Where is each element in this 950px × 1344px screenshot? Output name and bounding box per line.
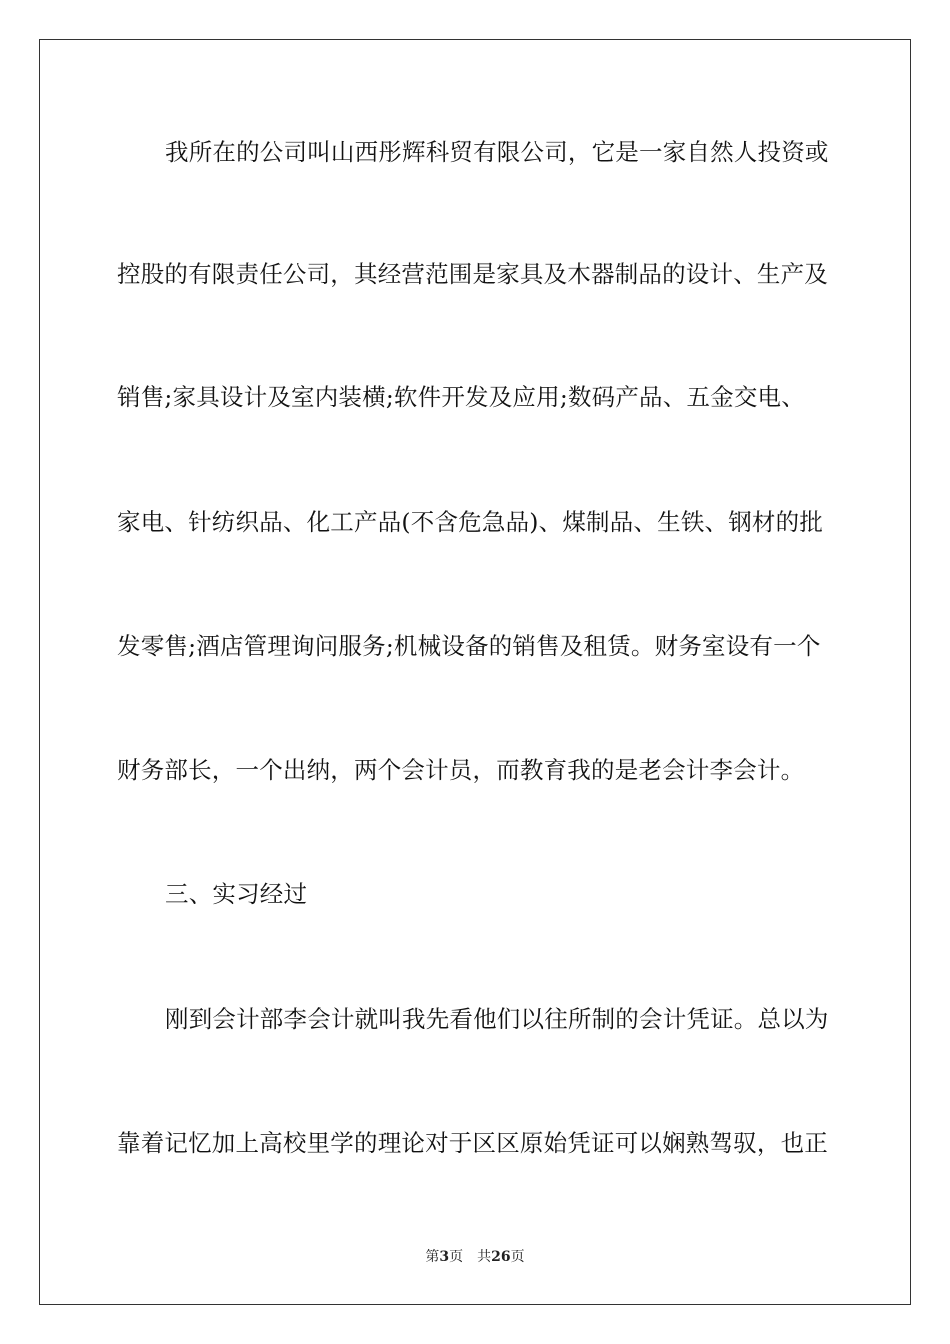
paragraph-line: 财务部长，一个出纳，两个会计员，而教育我的是老会计李会计。 xyxy=(117,756,805,784)
page-border xyxy=(39,39,911,1305)
paragraph-line: 家电、针纺织品、化工产品(不含危急品)、煤制品、生铁、钢材的批 xyxy=(117,508,824,536)
paragraph-line: 靠着记忆加上高校里学的理论对于区区原始凭证可以娴熟驾驭，也正 xyxy=(117,1129,828,1157)
paragraph-line: 刚到会计部李会计就叫我先看他们以往所制的会计凭证。总以为 xyxy=(165,1005,829,1033)
paragraph-line: 销售;家具设计及室内装横;软件开发及应用;数码产品、五金交电、 xyxy=(117,383,805,411)
page-footer xyxy=(0,1248,950,1266)
paragraph-line: 发零售;酒店管理询问服务;机械设备的销售及租赁。财务室设有一个 xyxy=(117,632,821,660)
page-prefix: 第 xyxy=(425,1249,440,1265)
page-total: 26 xyxy=(491,1249,511,1265)
paragraph-line: 控股的有限责任公司，其经营范围是家具及木器制品的设计、生产及 xyxy=(117,260,828,288)
total-prefix: 共 xyxy=(477,1249,492,1265)
total-suffix: 页 xyxy=(510,1249,525,1265)
page-suffix: 页 xyxy=(449,1249,464,1265)
paragraph-line: 我所在的公司叫山西彤辉科贸有限公司，它是一家自然人投资或 xyxy=(165,138,829,166)
page-current: 3 xyxy=(439,1249,450,1265)
section-heading: 三、实习经过 xyxy=(165,880,308,908)
